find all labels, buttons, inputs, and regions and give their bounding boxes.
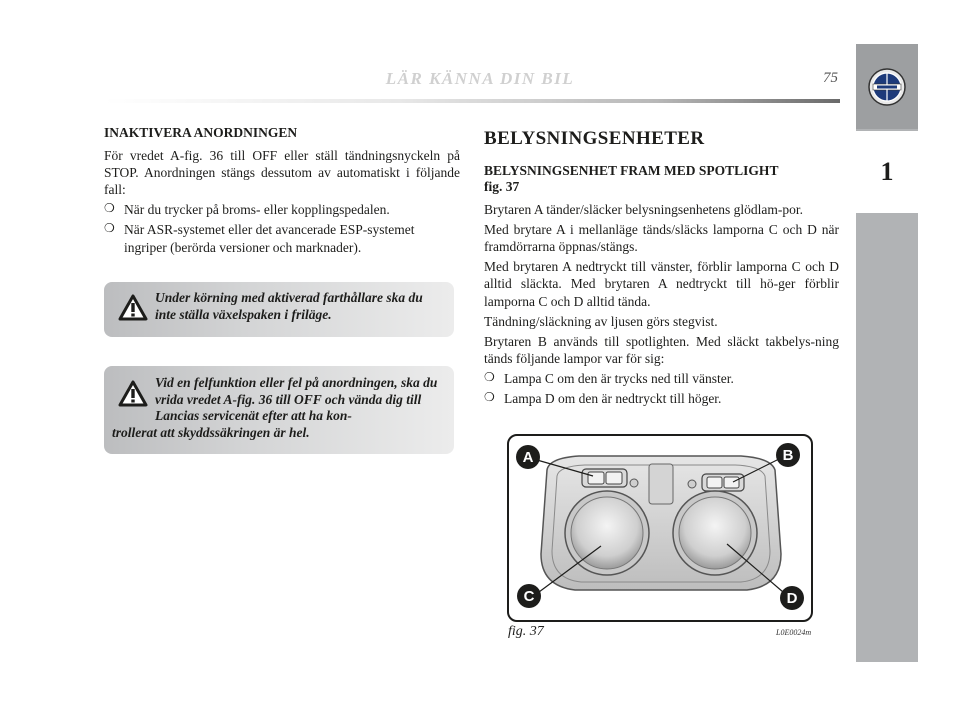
figure-37-frame <box>507 434 813 622</box>
warning-text: Vid en felfunktion eller fel på anordningen, ska du vrida vredet A-fig. 36 till OFF och vända dig till Lancias servicenät efter att ha kon- <box>155 375 438 424</box>
list-item-text: När du trycker på broms- eller kopplingspedalen. <box>124 202 390 218</box>
list-item <box>104 221 460 255</box>
warning-triangle-icon <box>118 294 148 321</box>
subsection-heading-line: BELYSNINGSENHET FRAM MED SPOTLIGHT <box>484 163 779 178</box>
body-paragraph: Tändning/släckning av ljusen görs stegvist. <box>484 313 718 329</box>
body-paragraph: För vredet A-fig. 36 till OFF eller ställ tändningsnyckeln på STOP. Anordningen stängs dessutom av automatiskt i följande fall: <box>104 147 460 198</box>
page-number: 75 <box>823 70 838 86</box>
callout-letter: A <box>522 448 534 466</box>
section-heading-inaktivera: INAKTIVERA ANORDNINGEN <box>104 125 298 140</box>
subsection-heading-figref: fig. 37 <box>484 178 520 194</box>
callout-label-d <box>780 586 804 610</box>
header-rule <box>104 99 840 103</box>
logo-box <box>856 44 918 129</box>
screw <box>688 480 696 488</box>
chapter-number: 1 <box>880 157 894 186</box>
warning-text-continued: trollerat att skyddssäkringen är hel. <box>112 424 310 440</box>
right-column <box>484 128 839 410</box>
callout-label-b <box>776 443 800 467</box>
running-header-title: LÄR KÄNNA DIN BIL <box>385 69 575 88</box>
section-heading-belysningsenheter: BELYSNINGSENHETER <box>484 128 705 149</box>
switch-b-rocker <box>707 477 722 488</box>
warning-box-malfunction <box>104 366 454 454</box>
chapter-side-tab <box>856 44 918 662</box>
center-module <box>649 464 673 504</box>
switch-a-rocker <box>588 472 604 484</box>
bullet-circle-icon: ❍ <box>104 201 115 216</box>
bullet-circle-icon: ❍ <box>484 370 495 385</box>
screw <box>630 479 638 487</box>
body-paragraph: Med brytaren A nedtryckt till vänster, förblir lamporna C och D alltid släckta. Med brytaren A nedtryckt till hö-ger förblir lamporna C och D alltid tända. <box>484 259 839 309</box>
body-paragraph: Brytaren B används till spotlighten. Med släckt takbelys-ning tänds följande lampor var för sig: <box>484 333 839 366</box>
body-paragraph: Med brytare A i mellanläge tänds/släcks lamporna C och D när framdörrarna öppnas/stängs. <box>484 221 839 255</box>
warning-triangle-icon <box>118 380 148 407</box>
chapter-box <box>856 131 918 213</box>
list-item-text: Lampa D om den är nedtryckt till höger. <box>504 391 722 407</box>
lancia-logo-icon <box>867 67 907 107</box>
front-light-unit-illustration <box>509 436 811 620</box>
lamp-c-lens <box>571 497 643 569</box>
tab-filler <box>856 215 918 662</box>
list-item <box>484 370 839 387</box>
switch-b-rocker <box>724 477 739 488</box>
warning-box-neutral-gear <box>104 282 454 337</box>
left-column <box>104 125 460 259</box>
callout-letter: B <box>782 446 794 464</box>
switch-a-rocker <box>606 472 622 484</box>
warning-text: Under körning med aktiverad farthållare ska du inte ställa växelspaken i friläge. <box>155 290 423 322</box>
list-item-text: När ASR-systemet eller det avancerade ESP-systemet ingriper (berörda versioner och marknader). <box>124 222 415 255</box>
list-item <box>104 201 460 218</box>
bullet-circle-icon: ❍ <box>104 221 115 236</box>
list-item-text: Lampa C om den är trycks ned till vänster. <box>504 371 734 387</box>
lamp-d-lens <box>679 497 751 569</box>
bullet-circle-icon: ❍ <box>484 390 495 405</box>
subsection-heading <box>484 163 839 195</box>
figure-caption: fig. 37 <box>508 624 544 639</box>
list-item <box>484 390 839 407</box>
callout-label-c <box>517 584 541 608</box>
callout-letter: C <box>523 587 535 605</box>
body-paragraph: Brytaren A tänder/släcker belysningsenhetens glödlam-por. <box>484 201 804 217</box>
figure-code: L0E0024m <box>776 628 812 637</box>
callout-label-a <box>516 445 540 469</box>
callout-letter: D <box>786 589 798 607</box>
